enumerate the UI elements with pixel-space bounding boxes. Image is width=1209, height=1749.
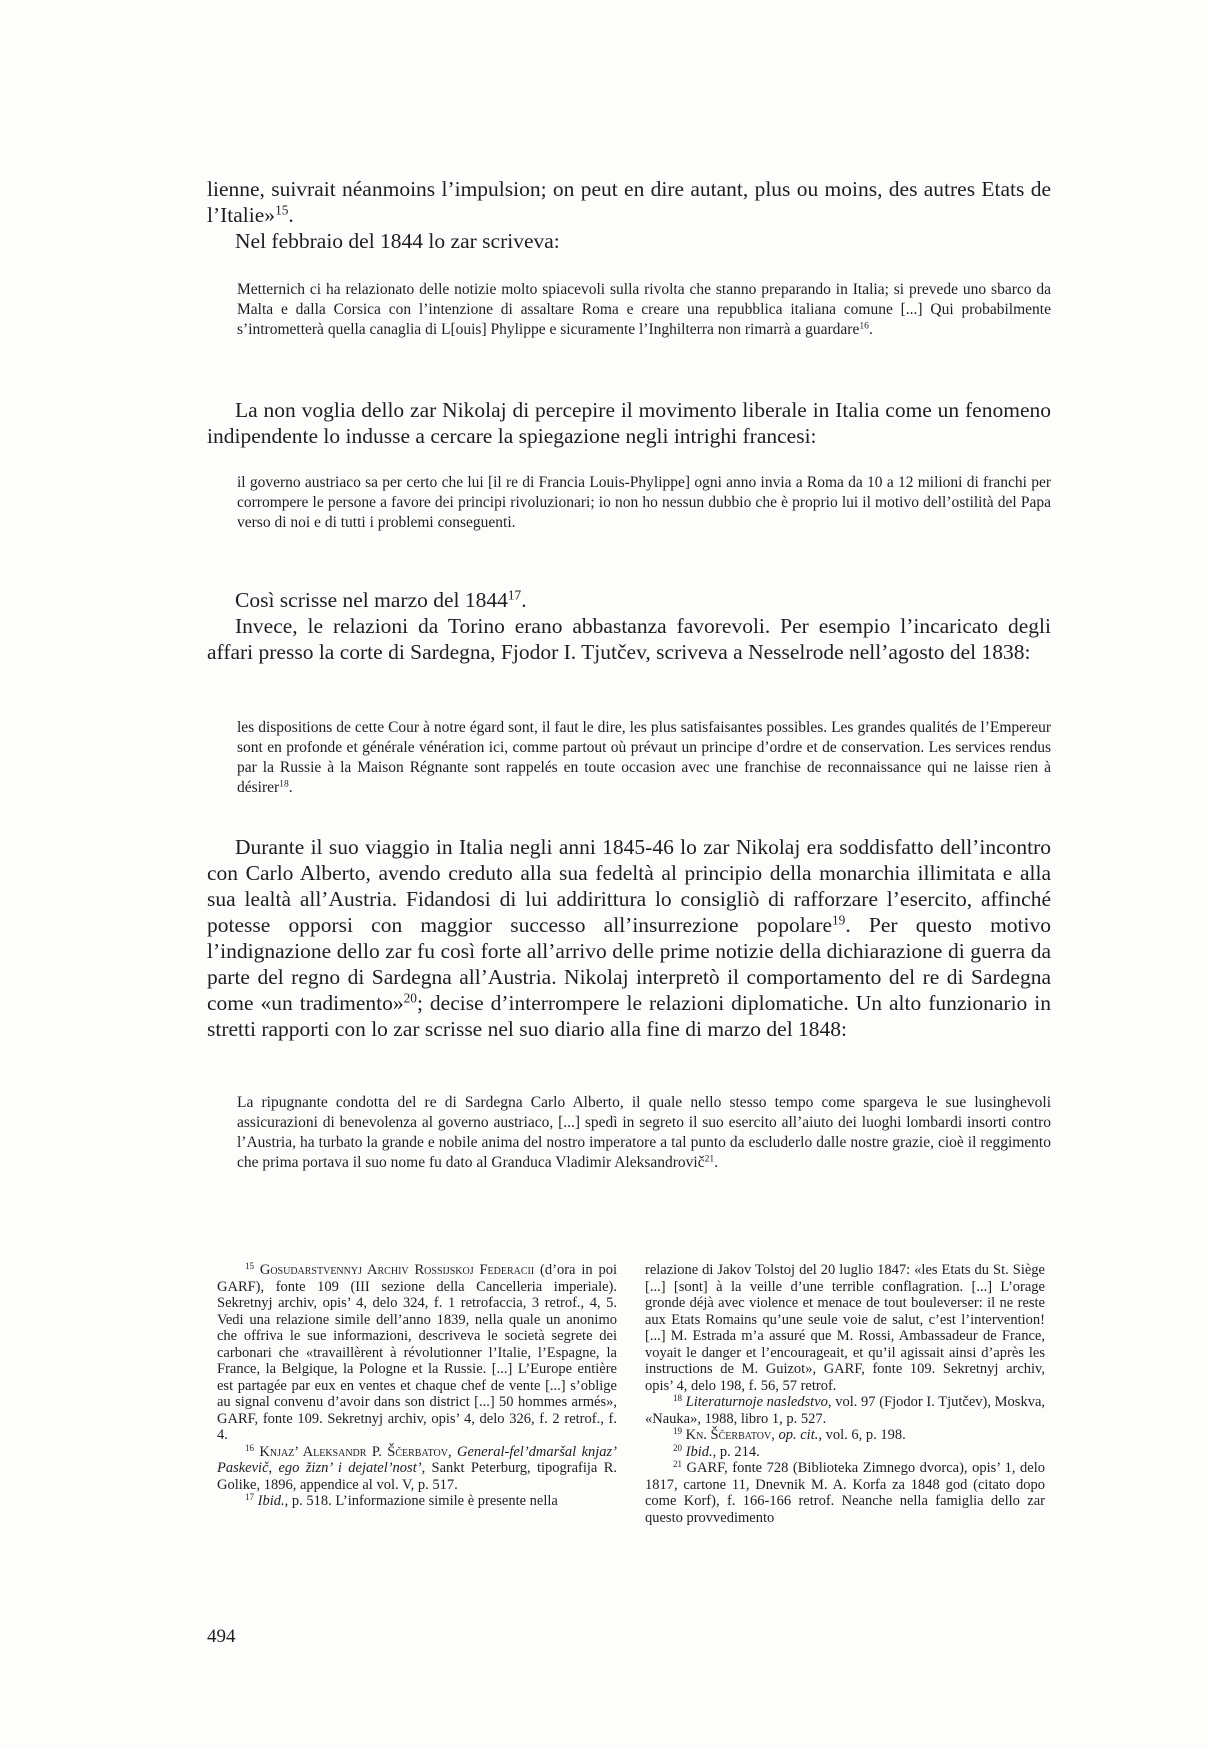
footnotes-left-column	[217, 1262, 617, 1510]
block-quote-diary-1848: La ripugnante condotta del re di Sardegna Carlo Alberto, il quale nello stesso tempo come spargeva le sue lusinghevoli assicurazioni di benevolenza al governo austriaco, [...] spedì in segreto il suo esercito all’aiuto dei luoghi lombardi insorti contro l’Austria, ha turbato la grande e nobile anima del nostro imperatore a tal punto da escluderlo dalle nostre grazie, cioè il reggimento che prima portava il suo nome fu dato al Granduca Vladimir Aleksandrovič$^{21}$.	[237, 1094, 1051, 1171]
footnote-ref-18[interactable]: 18	[279, 778, 289, 790]
page-number: 494	[207, 1626, 236, 1647]
block-quote-tjutcev: les dispositions de cette Cour à notre égard sont, il faut le dire, les plus satisfaisantes possibles. Les grandes qualités de l’Empereur sont en profonde et générale vénération ici, comme partout où prévaut un principe d’ordre et de conservation. Les services rendus par la Russie à la Maison Régnante sont rappelés en toute occasion avec une franchise de reconnaissance qui ne laisse rien à désirer$^{18}$.	[237, 719, 1051, 796]
paragraph-carlo-alberto: Durante il suo viaggio in Italia negli anni 1845-46 lo zar Nikolaj era soddisfatto dell’incontro con Carlo Alberto, avendo creduto alla sua fedeltà al principio della monarchia illimitata e alla sua lealtà all’Austria. Fidandosi di lui addirittura lo consigliò di rafforzare l’esercito, affinché potesse opporsi con maggior successo all’insurrezione popolare$^{19}$. Per questo motivo l’indignazione dello zar fu così forte all’arrivo delle prime notizie della dichiarazione di guerra da parte del regno di Sardegna all’Austria. Nikolaj interpretò il comportamento del re di Sardegna come «un tradimento»$^{20}$; decise d’interrompere le relazioni diplomatiche. Un alto funzionario in stretti rapporti con lo zar scrisse nel suo diario alla fine di marzo del 1848:	[207, 835, 1051, 1041]
footnote-ref-16[interactable]: 16	[859, 320, 869, 332]
paragraph-nikolaj-liberal: La non voglia dello zar Nikolaj di percepire il movimento liberale in Italia come un fenomeno indipendente lo indusse a cercare la spiegazione negli intrighi francesi:	[207, 398, 1051, 448]
paragraph-intro-1844: Nel febbraio del 1844 lo zar scriveva:	[235, 229, 560, 253]
footnote-ref-19[interactable]: 19	[832, 912, 846, 928]
footnote-16: $^{16}$ Knjaz’ Aleksandr P. Ščerbatov, General-fel’dmaršal knjaz’ Paskevič, ego žizn’ i dejatel’nost’, Sankt Peterburg, tipografija R. Golike, 1896, appendice al vol. V, p. 517.	[217, 1442, 618, 1493]
block-quote-louis-phylippe: il governo austriaco sa per certo che lui [il re di Francia Louis-Phylippe] ogni anno invia a Roma da 10 a 12 milioni di franchi per corrompere le persone a favore dei principi rivoluzionari; io non ho nessun dubbio che è proprio lui il motivo dell’ostilità del Papa verso di noi e di tutti i problemi conseguenti.	[237, 474, 1051, 531]
footnote-20: $^{20}$ Ibid., p. 214.	[673, 1442, 760, 1460]
footnote-17: $^{17}$ Ibid., p. 518. L’informazione simile è presente nella	[245, 1492, 558, 1509]
footnote-15: $^{15}$ Gosudarstvennyj Archiv Rossijskoj Federacii (d’ora in poi GARF), fonte 109 (III sezione della Cancelleria imperiale). Sekretnyj archiv, opis’ 4, delo 324, f. 1 retrofaccia, 3 retrof., 4, 5. Vedi una relazione simile dell’anno 1839, nella quale un anonimo che offriva le sue informazioni, descriveva le società segrete dei carbonari che «travaillèrent à révolutionner l’Italie, l’Espagne, la France, la Belgique, la Pologne et la Russie. [...] L’Europe entière est partagée par eux en ventes et chaque chef de vente [...] s’oblige au signal convenu d’avoir dans son district [...] 50 hommes armés», GARF, fonte 109. Sekretnyj archiv, opis’ 4, delo 326, f. 2 retrof., f. 4.	[217, 1261, 617, 1443]
footnote-17-continued: relazione di Jakov Tolstoj del 20 luglio 1847: «les Etats du St. Siège [...] [sont] à la veille d’une terrible conflagration. [...] L’orage gronde déjà avec violence et menace de tout bouleverser: il ne reste aux Etats Romains qu’une seule voie de salut, c’est l’intervention! [...] M. Estrada m’a assuré que M. Rossi, Ambassadeur de France, voyait le danger et l’encourageait, et qu’il agissait ainsi d’après les instructions de M. Guizot», GARF, fonte 109. Sekretnyj archiv, opis’ 4, delo 198, f. 56, 57 retrof.	[645, 1262, 1045, 1394]
footnote-18: $^{18}$ Literaturnoje nasledstvo, vol. 97 (Fjodor I. Tjutčev), Moskva, «Nauka», 1988, libro 1, p. 527.	[645, 1393, 1046, 1427]
footnote-ref-15[interactable]: 15	[275, 202, 289, 218]
footnote-19: $^{19}$ Kn. Ščerbatov, op. cit., vol. 6, p. 198.	[673, 1426, 906, 1443]
block-quote-metternich: Metternich ci ha relazionato delle notizie molto spiacevoli sulla rivolta che stanno preparando in Italia; si prevede uno sbarco da Malta e dalla Corsica con l’intenzione di assaltare Roma e creare una repubblica italiana comune [...] Qui probabilmente s’intrometterà quella canaglia di L[ouis] Phylippe e sicuramente l’Inghilterra non rimarrà a guardare$^{16}$.	[237, 281, 1051, 338]
footnote-ref-17[interactable]: 17	[507, 587, 522, 603]
paragraph-continued: lienne, suivrait néanmoins l’impulsion; on peut en dire autant, plus ou moins, des autres Etats de l’Italie»$^{15}$. Nel febbraio del 1844 lo zar scriveva:	[207, 177, 1051, 253]
footnote-ref-21[interactable]: 21	[704, 1153, 715, 1165]
footnote-ref-20[interactable]: 20	[403, 990, 417, 1006]
footnote-21: $^{21}$ GARF, fonte 728 (Biblioteka Zimnego dvorca), opis’ 1, delo 1817, cartone 11, Dnevnik M. A. Korfa za 1848 god (citato dopo come Korf), f. 166-166 retrof. Neanche nella famiglia dello zar questo provvedimento	[645, 1459, 1045, 1526]
footnotes-right-column	[645, 1262, 1045, 1526]
paragraph-torino: Così scrisse nel marzo del 1844$^{17}$. Invece, le relazioni da Torino erano abbastanza favorevoli. Per esempio l’incaricato degli affari presso la corte di Sardegna, Fjodor I. Tjutčev, scriveva a Nesselrode nell’agosto del 1838:	[207, 587, 1051, 664]
